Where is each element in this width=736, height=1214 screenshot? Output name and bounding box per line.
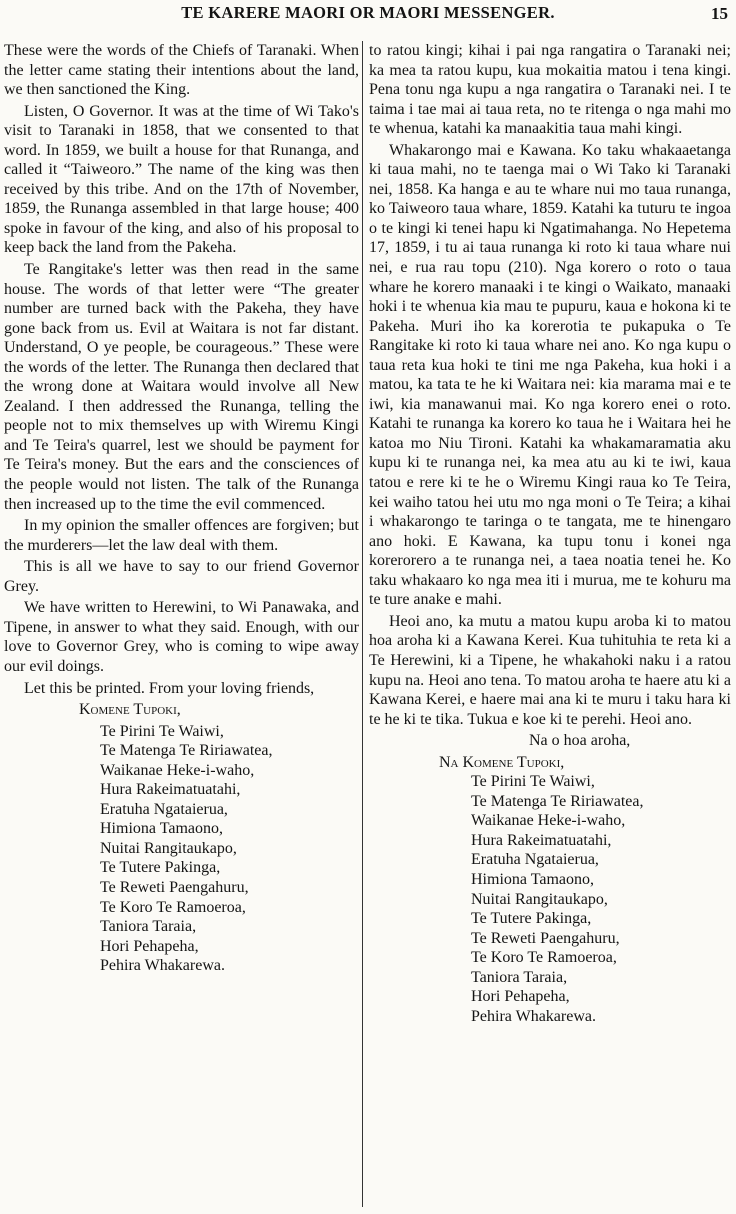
signatory: Hura Rakeimatuatahi, [100,781,241,799]
signatory: Taniora Taraia, [471,968,568,986]
paragraph: Let this be printed. From your loving friends, [24,679,315,697]
paragraph: Heoi ano, ka mutu a matou kupu aroba ki to matou hoa aroha ki a Kawana Kerei. Kua tuhituhia te reta ki a Te Herewini, ki a Tipene, he whakahoki naku i a ratou kupu na. Heoi ano tena. To matou aroha te haere atu ki a Kawana Kerei, e haere mai ana ki te muru i taku hara ki te he ki te tika. Tukua e koe ki te perehi. Heoi ano. [369,612,731,728]
signatory-list [369,772,731,1026]
signatory: Nuitai Rangitaukapo, [100,839,237,857]
signatory: Hori Pehapeha, [471,988,570,1006]
paragraph: Te Rangitake's letter was then read in the same house. The words of that letter were “The greater number are turned back with the Pakeha, they have gone back from us. Evil at Waitara is not far distant. Understand, O ye people, be courageous.” These were the words of the letter. The Runanga then declared that the wrong done at Waitara would involve all New Zealand. I then addressed the Runanga, telling the people not to mix themselves up with Wiremu Kingi and Te Teira's quarrel, lest we should be payment for Te Teira's money. But the ears and the consciences of the people would not listen. The talk of the Runanga then increased up to the time the evil commenced. [4,261,359,513]
signatory: Eratuha Ngataierua, [471,851,599,869]
signatory: Taniora Taraia, [100,918,197,936]
signatory: Eratuha Ngataierua, [100,800,228,818]
signatory: Waikanae Heke-i-waho, [100,761,255,779]
signatory: Te Pirini Te Waiwi, [471,773,595,791]
signatory: Hura Rakeimatuatahi, [471,831,612,849]
signatory: Hori Pehapeha, [100,937,199,955]
page-number: 15 [711,4,728,23]
left-column-english [4,41,359,1210]
paragraph: In my opinion the smaller offences are forgiven; but the murderers—let the law deal with them. [4,517,359,554]
signatory: Te Koro Te Ramoeroa, [100,898,246,916]
closing-line: Na o hoa aroha, [529,732,631,750]
signatory: Nuitai Rangitaukapo, [471,890,608,908]
signatory-list [4,722,359,976]
page-header [0,3,736,27]
signatory: Te Reweti Paengahuru, [471,929,620,947]
paragraph: We have written to Herewini, to Wi Panawaka, and Tipene, in answer to what they said. Enough, with our love to Governor Grey, who is coming to wipe away our evil doings. [4,599,359,675]
signatory: Te Pirini Te Waiwi, [100,722,224,740]
signatory-head: Na Komene Tupoki, [439,753,565,771]
signatory: Himiona Tamaono, [471,870,595,888]
signatory: Pehira Whakarewa. [471,1007,596,1025]
paragraph: to ratou kingi; kihai i pai nga rangatira o Taranaki nei; ka mea ta ratou kupu, kua mokaitia matou i tena kingi. Pena tonu nga kupu a nga rangatira o Taranaki nei. I te taima i tae mai ai taua reta, no te ritenga o nga mahi mo te whenua, katahi ka manaakitia taua mahi kingi. [369,42,731,138]
signatory: Te Tutere Pakinga, [100,859,221,877]
signatory: Pehira Whakarewa. [100,957,225,975]
signatory: Himiona Tamaono, [100,820,224,838]
signatory: Te Tutere Pakinga, [471,910,592,928]
paragraph: Whakarongo mai e Kawana. Ko taku whakaaetanga ki taua mahi, no te taenga mai o Wi Tako ki Taranaki nei, 1858. Ka hanga e au te whare nui mo taua runanga, ko Taiweoro taua whare, 1859. Katahi ka tuturu te ingoa o te kingi ki tenei hapu ki Ngatimahanga. No Hepetema 17, 1859, i tu ai taua runanga ki roto ki taua whare nui nei, e rua rau topu (210). Nga korero o roto o taua whare he korero manaaki i te kingi o Waikato, manaaki hoki i te whenua kia mau te pupuru, kaua e hokona ki te Pakeha. Muri iho ka korerotia te pukapuka o Te Rangitake ki roto ki taua whare nei ano. Ko nga kupu o taua reta kua hoki te tini me nga Pakeha, kua hoki i a matou, ka tata te he ki Waitara nei: kia marama mai e te iwi, kia manawanui mai. Ko nga korero enei o roto. Katahi te runanga ka korero ko taua he i Waitara hei he katoa mo Niu Tironi. Katahi ka whakamaramatia aku kupu ki te runanga nei, ka mea atu au ki te iwi, kaua tatou e rere ki te he o Wiremu Kingi raua ko Te Teira, kei waiho tatou hei utu mo nga moni o Te Teira; a kihai i whakarongo te taringa o te tangata, me te hinengaro ano hoki. E Kawana, ka tupu tonu i konei nga korerorero a te runanga nei, a taea noatia tenei he. Ko taku whakaaro ko nga mea iti i murua, me te kohuru ma te ture anake e mahi. [369,141,731,609]
signatory-head: Komene Tupoki, [79,701,181,719]
paragraph: Listen, O Governor. It was at the time of Wi Tako's visit to Taranaki in 1858, that we consented to that word. In 1859, we built a house for that Runanga, and called it “Taiweoro.” The name of the king was then received by this tribe. And on the 17th of November, 1859, the Runanga assembled in that large house; 400 spoke in favour of the king, and also of his proposal to keep back the land from the Pakeha. [4,102,359,257]
signatory: Te Reweti Paengahuru, [100,878,249,896]
paragraph: These were the words of the Chiefs of Taranaki. When the letter came stating their intentions about the land, we then sanctioned the King. [4,42,359,99]
newspaper-title: TE KARERE MAORI OR MAORI MESSENGER. [181,3,555,22]
signatory: Te Matenga Te Ririawatea, [471,792,644,810]
signatory: Te Matenga Te Ririawatea, [100,742,273,760]
signatory: Waikanae Heke-i-waho, [471,812,626,830]
paragraph: This is all we have to say to our friend Governor Grey. [4,558,359,595]
right-column-maori [369,41,731,1210]
signatory: Te Koro Te Ramoeroa, [471,949,617,967]
column-divider [362,41,363,1207]
